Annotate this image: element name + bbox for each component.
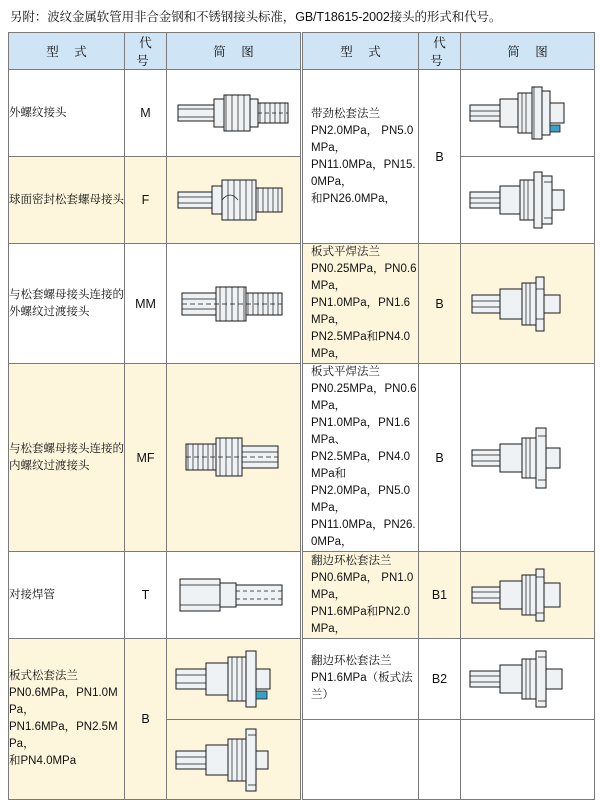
ribbed-loose-flange-icon-2 — [466, 164, 590, 236]
left-type-2: 与松套螺母接头连接的外螺纹过渡接头 — [9, 244, 125, 364]
table-row — [9, 157, 595, 244]
right-type-4: 翻边环松套法兰 PN1.6MPa（板式法兰） — [303, 639, 419, 720]
plate-loose-flange-icon-2 — [172, 721, 296, 797]
right-figure-3 — [461, 552, 595, 639]
left-code-2: MM — [125, 244, 167, 364]
left-figure-0 — [167, 70, 301, 157]
left-type-1: 球面密封松套螺母接头 — [9, 157, 125, 244]
header-left-code: 代 号 — [125, 33, 167, 70]
right-figure-2 — [461, 364, 595, 552]
left-type-5: 板式松套法兰 PN0.6MPa，PN1.0MPa， PN1.6MPa，PN2.5MPa， 和PN4.0MPa — [9, 639, 125, 800]
left-figure-2 — [167, 244, 301, 364]
right-figure-1 — [461, 244, 595, 364]
threaded-male-connector-icon — [172, 77, 296, 149]
left-code-4: T — [125, 552, 167, 639]
plate-slip-on-flange-icon — [466, 269, 590, 339]
header-right-type: 型 式 — [303, 33, 419, 70]
right-spacer-type — [303, 719, 419, 800]
lap-joint-flange-plate-icon — [466, 641, 590, 717]
right-type-1: 板式平焊法兰 PN0.25MPa，PN0.6MPa， PN1.0MPa，PN1.6MPa， PN2.5MPa和PN4.0MPa， — [303, 244, 419, 364]
accent-block — [550, 125, 560, 132]
right-spacer-figure — [461, 719, 595, 800]
table-body — [9, 70, 595, 800]
ribbed-loose-flange-icon — [466, 77, 590, 149]
lap-joint-flange-icon — [466, 559, 590, 631]
connector-types-table — [8, 32, 595, 800]
left-type-3: 与松套螺母接头连接的内螺纹过渡接头 — [9, 364, 125, 552]
right-code-0: B — [419, 70, 461, 244]
column-gap — [301, 157, 303, 244]
left-code-1: F — [125, 157, 167, 244]
left-figure-5a — [167, 639, 301, 720]
accent-block — [256, 691, 267, 699]
caption-wrap — [8, 6, 592, 32]
table-row — [9, 364, 595, 552]
right-figure-0b — [461, 157, 595, 244]
right-code-3: B1 — [419, 552, 461, 639]
right-code-2: B — [419, 364, 461, 552]
page-caption: 另附：波纹金属软管用非合金钢和不锈钢接头标准，GB/T18615-2002接头的形式和代号。 — [10, 10, 502, 24]
left-figure-1 — [167, 157, 301, 244]
right-type-2: 板式平焊法兰 PN0.25MPa，PN0.6MPa， PN1.0MPa，PN1.6MPa、 PN2.5MPa，PN4.0MPa和 PN2.0MPa，PN5.0MPa， PN11.0MPa，PN26.0MPa， — [303, 364, 419, 552]
right-figure-4 — [461, 639, 595, 720]
left-type-4: 对接焊管 — [9, 552, 125, 639]
left-figure-4 — [167, 552, 301, 639]
table-row — [9, 70, 595, 157]
right-type-0: 带劲松套法兰 PN2.0MPa， PN5.0MPa， PN11.0MPa，PN15.0MPa， 和PN26.0MPa， — [303, 70, 419, 244]
left-code-5: B — [125, 639, 167, 800]
left-type-0: 外螺纹接头 — [9, 70, 125, 157]
table-row — [9, 244, 595, 364]
table-header — [9, 33, 595, 70]
plate-slip-on-flange-2-icon — [466, 422, 590, 494]
table-row — [9, 552, 595, 639]
right-figure-0a — [461, 70, 595, 157]
left-figure-5b — [167, 719, 301, 800]
right-code-4: B2 — [419, 639, 461, 720]
male-thread-adapter-icon — [172, 269, 296, 339]
right-code-1: B — [419, 244, 461, 364]
plate-loose-flange-icon — [172, 641, 296, 717]
left-code-3: MF — [125, 364, 167, 552]
left-figure-3 — [167, 364, 301, 552]
header-left-figure: 简 图 — [167, 33, 301, 70]
header-left-type: 型 式 — [9, 33, 125, 70]
female-thread-adapter-icon — [172, 422, 296, 494]
right-type-3: 翻边环松套法兰 PN0.6MPa， PN1.0MPa， PN1.6MPa和PN2.0MPa， — [303, 552, 419, 639]
header-right-code: 代 号 — [419, 33, 461, 70]
table-row — [9, 639, 595, 720]
spherical-seal-union-nut-icon — [172, 164, 296, 236]
left-code-0: M — [125, 70, 167, 157]
header-right-figure: 简 图 — [461, 33, 595, 70]
right-spacer-code — [419, 719, 461, 800]
butt-weld-pipe-icon — [172, 559, 296, 631]
